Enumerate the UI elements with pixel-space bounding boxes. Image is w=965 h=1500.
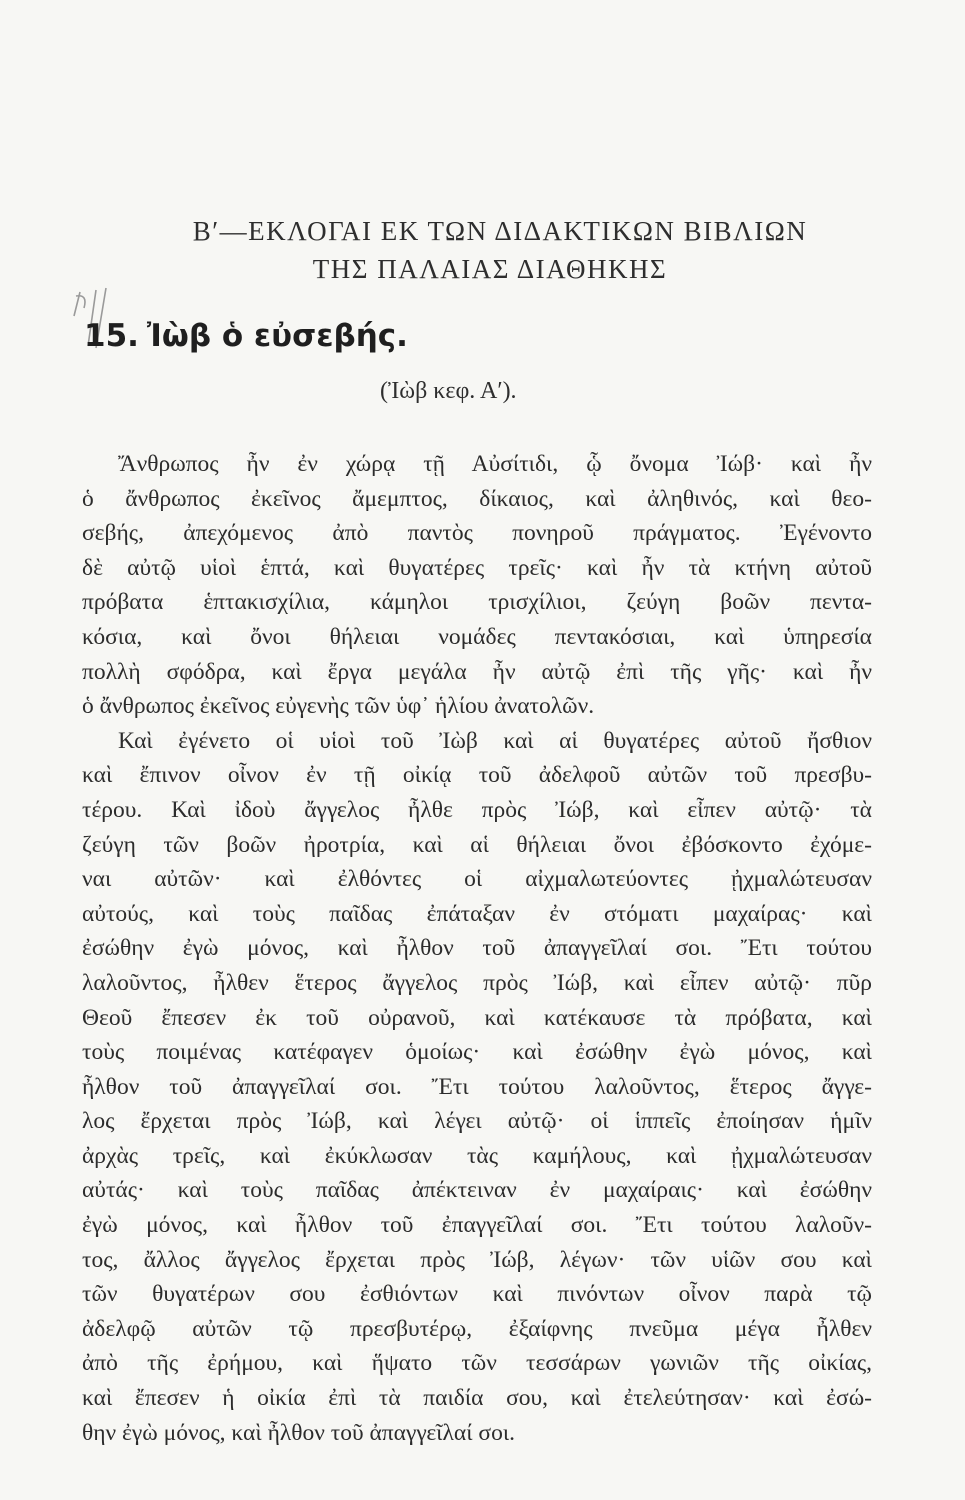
text-line: θην ἐγὼ μόνος, καὶ ἦλθον τοῦ ἀπαγγεῖλαί σοι. xyxy=(82,1419,516,1446)
text-line: τῶν θυγατέρων σου ἐσθιόντων καὶ πινόντων οἶνον παρὰ τῷ xyxy=(82,1281,872,1308)
scripture-reference: (Ἰὼβ κεφ. Α′). xyxy=(380,378,517,404)
text-line: ζεύγη τῶν βοῶν ἠροτρία, καὶ αἱ θήλειαι ὄνοι ἐβόσκοντο ἐχόμε- xyxy=(82,831,872,858)
text-line: Θεοῦ ἔπεσεν ἐκ τοῦ οὐρανοῦ, καὶ κατέκαυσε τὰ πρόβατα, καὶ xyxy=(82,1004,872,1031)
text-line: σεβής, ἀπεχόμενος ἀπὸ παντὸς πονηροῦ πράγματος. Ἐγένοντο xyxy=(82,520,872,547)
text-line: καὶ ἔπινον οἶνον ἐν τῇ οἰκίᾳ τοῦ ἀδελφοῦ αὐτῶν τοῦ πρεσβυ- xyxy=(82,762,872,789)
text-line: πρόβατα ἑπτακισχίλια, κάμηλοι τρισχίλιοι, ζεύγη βοῶν πεντα- xyxy=(82,589,872,616)
section-title-text: Ἰὼβ ὁ εὐσεβής. xyxy=(146,318,408,354)
text-line: ἀπὸ τῆς ἐρήμου, καὶ ἥψατο τῶν τεσσάρων γωνιῶν τῆς οἰκίας, xyxy=(82,1350,872,1377)
chapter-heading-line-1: Β′—ΕΚΛΟΓΑΙ ΕΚ ΤΩΝ ΔΙΔΑΚΤΙΚΩΝ ΒΙΒΛΙΩΝ xyxy=(192,216,808,246)
text-line: ναι αὐτῶν· καὶ ἐλθόντες οἱ αἰχμαλωτεύοντες ᾐχμαλώτευσαν xyxy=(82,866,872,893)
text-line: ὁ ἄνθρωπος ἐκεῖνος εὐγενὴς τῶν ὑφ᾽ ἡλίου ἀνατολῶν. xyxy=(82,693,595,720)
text-line: καὶ ἔπεσεν ἡ οἰκία ἐπὶ τὰ παιδία σου, καὶ ἐτελεύτησαν· καὶ ἐσώ- xyxy=(82,1385,872,1412)
chapter-heading xyxy=(100,212,880,288)
text-line: Καὶ ἐγένετο οἱ υἱοὶ τοῦ Ἰὼβ καὶ αἱ θυγατέρες αὐτοῦ ἤσθιον xyxy=(118,727,872,754)
section-title xyxy=(84,318,408,354)
text-line: πολλὴ σφόδρα, καὶ ἔργα μεγάλα ἦν αὐτῷ ἐπὶ τῆς γῆς· καὶ ἦν xyxy=(82,658,872,685)
text-line: ἦλθον τοῦ ἀπαγγεῖλαί σοι. Ἔτι τούτου λαλοῦντος, ἕτερος ἄγγε- xyxy=(82,1073,872,1100)
text-line: ἐγὼ μόνος, καὶ ἦλθον τοῦ ἐπαγγεῖλαί σοι. Ἔτι τούτου λαλοῦν- xyxy=(82,1212,872,1239)
section-number: 15. xyxy=(84,318,139,354)
text-line: δὲ αὐτῷ υἱοὶ ἑπτά, καὶ θυγατέρες τρεῖς· καὶ ἦν τὰ κτήνη αὐτοῦ xyxy=(82,554,872,581)
text-line: ἐσώθην ἐγὼ μόνος, καὶ ἦλθον τοῦ ἀπαγγεῖλαί σοι. Ἔτι τούτου xyxy=(82,935,872,962)
text-line: τος, ἄλλος ἄγγελος ἔρχεται πρὸς Ἰώβ, λέγων· τῶν υἱῶν σου καὶ xyxy=(82,1246,872,1273)
text-line: κόσια, καὶ ὄνοι θήλειαι νομάδες πεντακόσιαι, καὶ ὑπηρεσία xyxy=(82,623,872,650)
text-line: ἀδελφῷ αὐτῶν τῷ πρεσβυτέρῳ, ἐξαίφνης πνεῦμα μέγα ἦλθεν xyxy=(82,1315,872,1342)
body-text xyxy=(82,447,872,1450)
text-line: ἀρχὰς τρεῖς, καὶ ἐκύκλωσαν τὰς καμήλους, καὶ ᾐχμαλώτευσαν xyxy=(82,1142,872,1169)
text-line: λος ἔρχεται πρὸς Ἰώβ, καὶ λέγει αὐτῷ· οἱ ἱππεῖς ἐποίησαν ἡμῖν xyxy=(82,1108,872,1135)
text-line: ὁ ἄνθρωπος ἐκεῖνος ἄμεμπτος, δίκαιος, καὶ ἀληθινός, καὶ θεο- xyxy=(82,485,872,512)
text-line: αὐτάς· καὶ τοὺς παῖδας ἀπέκτειναν ἐν μαχαίραις· καὶ ἐσώθην xyxy=(82,1177,872,1204)
text-line: τοὺς ποιμένας κατέφαγεν ὁμοίως· καὶ ἐσώθην ἐγὼ μόνος, καὶ xyxy=(82,1039,872,1066)
text-line: Ἄνθρωπος ἦν ἐν χώρᾳ τῇ Αὐσίτιδι, ᾧ ὄνομα Ἰώβ· καὶ ἦν xyxy=(118,451,872,477)
text-line: λαλοῦντος, ἦλθεν ἕτερος ἄγγελος πρὸς Ἰώβ, καὶ εἶπεν αὐτῷ· πῦρ xyxy=(82,969,872,996)
text-line: αὐτούς, καὶ τοὺς παῖδας ἐπάταξαν ἐν στόματι μαχαίρας· καὶ xyxy=(82,900,872,927)
text-line: τέρου. Καὶ ἰδοὺ ἄγγελος ἦλθε πρὸς Ἰώβ, καὶ εἶπεν αὐτῷ· τὰ xyxy=(82,796,872,823)
chapter-heading-line-2: ΤΗΣ ΠΑΛΑΙΑΣ ΔΙΑΘΗΚΗΣ xyxy=(312,254,668,284)
